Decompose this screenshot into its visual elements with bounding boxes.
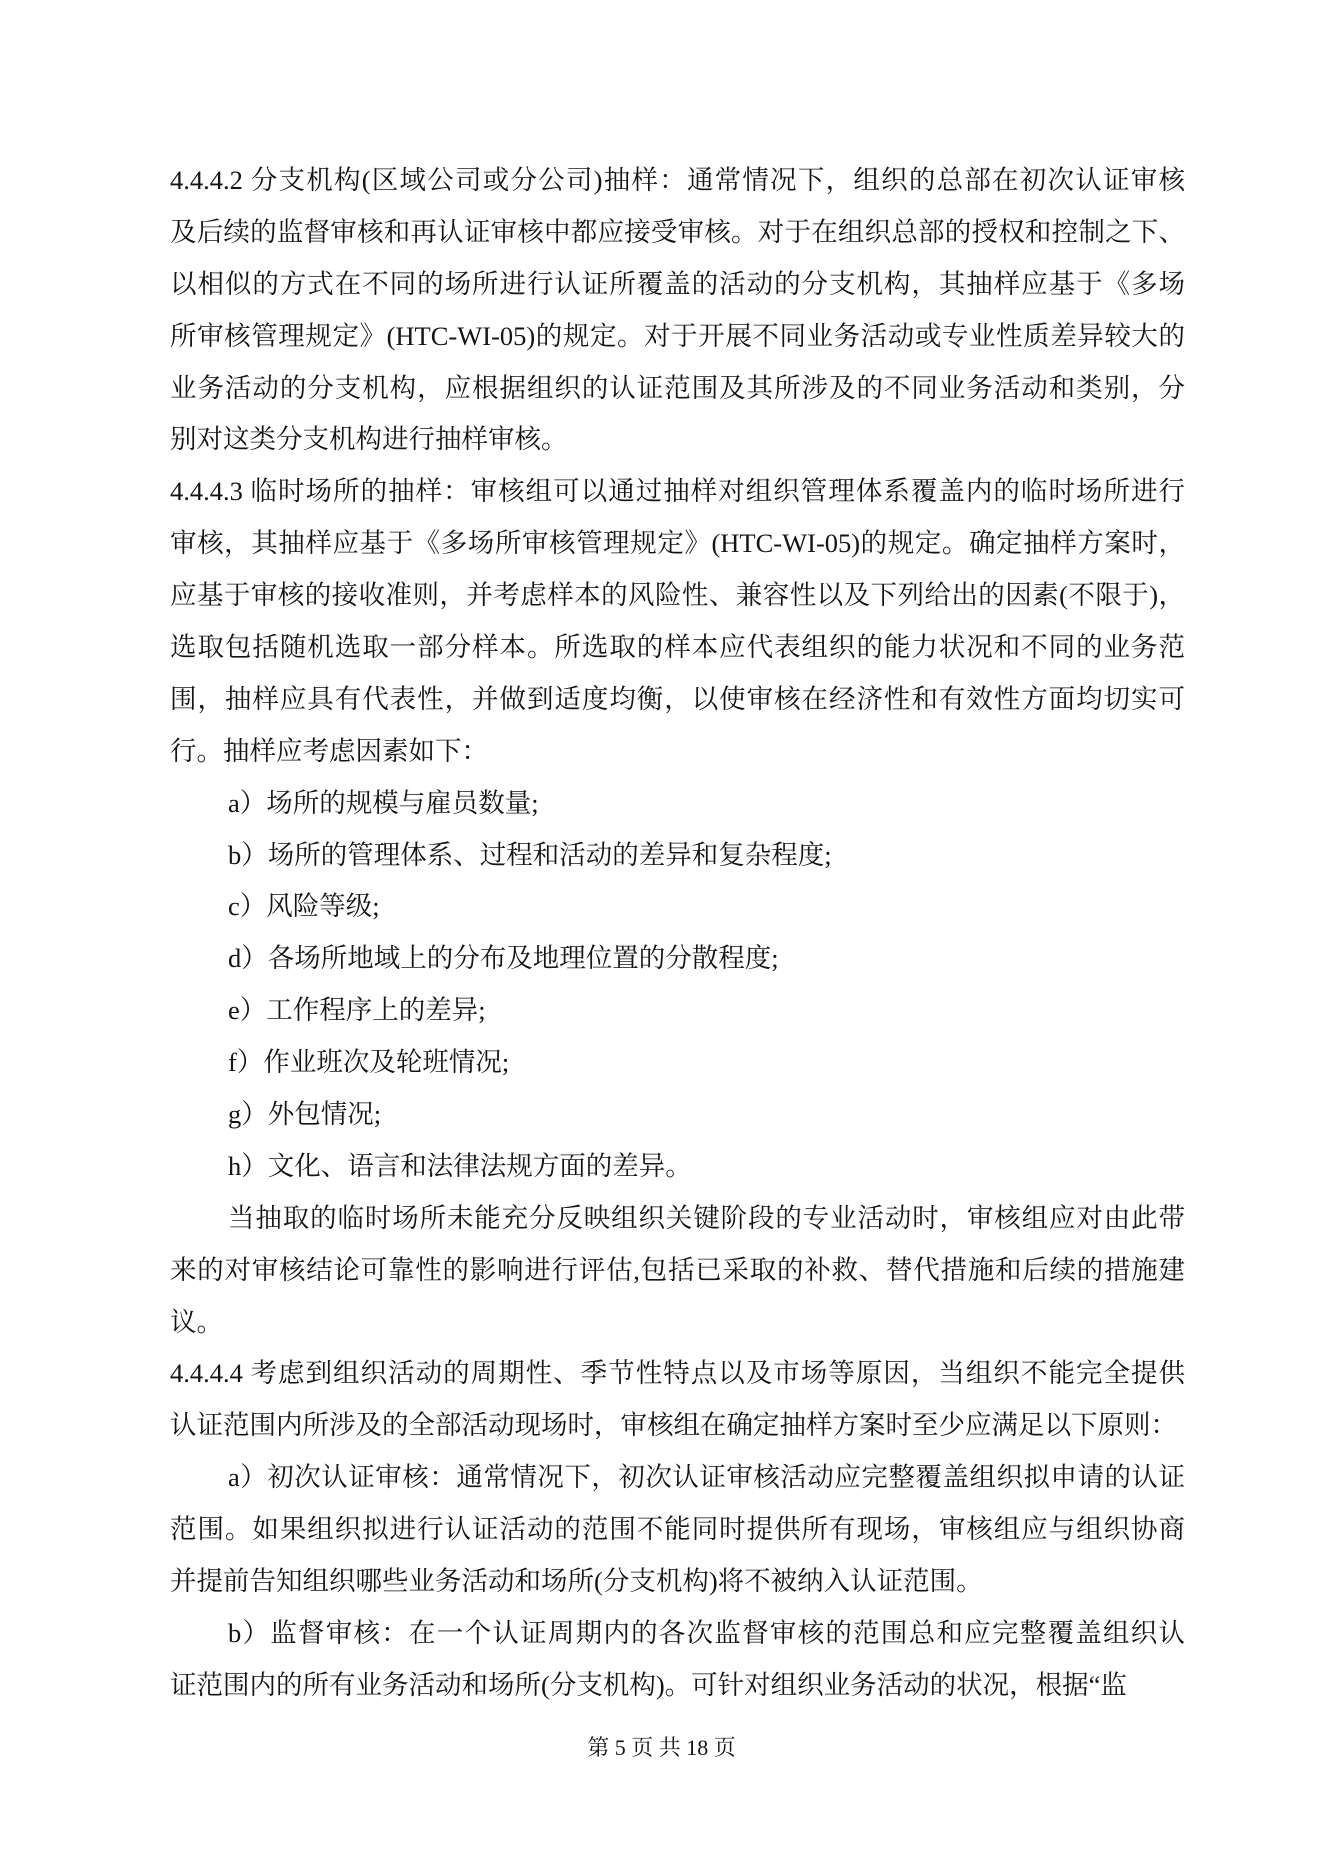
doc-text-line: 围，抽样应具有代表性，并做到适度均衡，以使审核在经济性和有效性方面均切实可 — [170, 683, 1185, 714]
doc-text-line: 所审核管理规定》(HTC-WI-05)的规定。对于开展不同业务活动或专业性质差异较大的 — [170, 320, 1185, 351]
doc-text-line: a）初次认证审核：通常情况下，初次认证审核活动应完整覆盖组织拟申请的认证 — [228, 1462, 1185, 1493]
list-item: b）场所的管理体系、过程和活动的差异和复杂程度; — [228, 839, 832, 870]
doc-text-line: 来的对审核结论可靠性的影响进行评估,包括已采取的补救、替代措施和后续的措施建 — [170, 1254, 1185, 1285]
document-page — [170, 155, 1185, 1712]
doc-text-line: 别对这类分支机构进行抽样审核。 — [170, 424, 568, 455]
list-item: d）各场所地域上的分布及地理位置的分散程度; — [228, 943, 779, 974]
doc-text-line: 4.4.4.2 分支机构(区域公司或分公司)抽样：通常情况下，组织的总部在初次认证审核 — [170, 165, 1185, 195]
doc-text-line: 审核，其抽样应基于《多场所审核管理规定》(HTC-WI-05)的规定。确定抽样方案时， — [170, 528, 1185, 559]
doc-text-line: 当抽取的临时场所未能充分反映组织关键阶段的专业活动时，审核组应对由此带 — [228, 1202, 1185, 1233]
list-item: e）工作程序上的差异; — [228, 995, 486, 1026]
list-item: a）场所的规模与雇员数量; — [228, 787, 539, 818]
doc-text-line: 业务活动的分支机构，应根据组织的认证范围及其所涉及的不同业务活动和类别，分 — [170, 372, 1185, 403]
doc-text-line: 以相似的方式在不同的场所进行认证所覆盖的活动的分支机构，其抽样应基于《多场 — [170, 268, 1185, 299]
list-item: f）作业班次及轮班情况; — [228, 1047, 510, 1078]
doc-text-line: 应基于审核的接收准则，并考虑样本的风险性、兼容性以及下列给出的因素(不限于)， — [170, 580, 1185, 611]
doc-text-line: b）监督审核：在一个认证周期内的各次监督审核的范围总和应完整覆盖组织认 — [228, 1617, 1185, 1648]
doc-text-line: 认证范围内所涉及的全部活动现场时，审核组在确定抽样方案时至少应满足以下原则： — [170, 1410, 1177, 1441]
doc-text-line: 行。抽样应考虑因素如下： — [170, 735, 488, 766]
doc-text-line: 选取包括随机选取一部分样本。所选取的样本应代表组织的能力状况和不同的业务范 — [170, 632, 1185, 663]
list-item: c）风险等级; — [228, 891, 380, 922]
list-item: g）外包情况; — [228, 1099, 382, 1130]
doc-text-line: 范围。如果组织拟进行认证活动的范围不能同时提供所有现场，审核组应与组织协商 — [170, 1514, 1185, 1545]
doc-text-line: 及后续的监督审核和再认证审核中都应接受审核。对于在组织总部的授权和控制之下、 — [170, 216, 1185, 247]
list-item: h）文化、语言和法律法规方面的差异。 — [228, 1150, 692, 1181]
doc-text-line: 证范围内的所有业务活动和场所(分支机构)。可针对组织业务活动的状况，根据“监 — [170, 1669, 1127, 1700]
doc-text-line: 4.4.4.3 临时场所的抽样：审核组可以通过抽样对组织管理体系覆盖内的临时场所进行 — [170, 476, 1185, 507]
doc-text-line: 议。 — [170, 1306, 223, 1337]
doc-text-line: 4.4.4.4 考虑到组织活动的周期性、季节性特点以及市场等原因，当组织不能完全提供 — [170, 1358, 1185, 1389]
doc-text-line: 并提前告知组织哪些业务活动和场所(分支机构)将不被纳入认证范围。 — [170, 1566, 983, 1597]
page-number-footer: 第 5 页 共 18 页 — [587, 1735, 736, 1760]
